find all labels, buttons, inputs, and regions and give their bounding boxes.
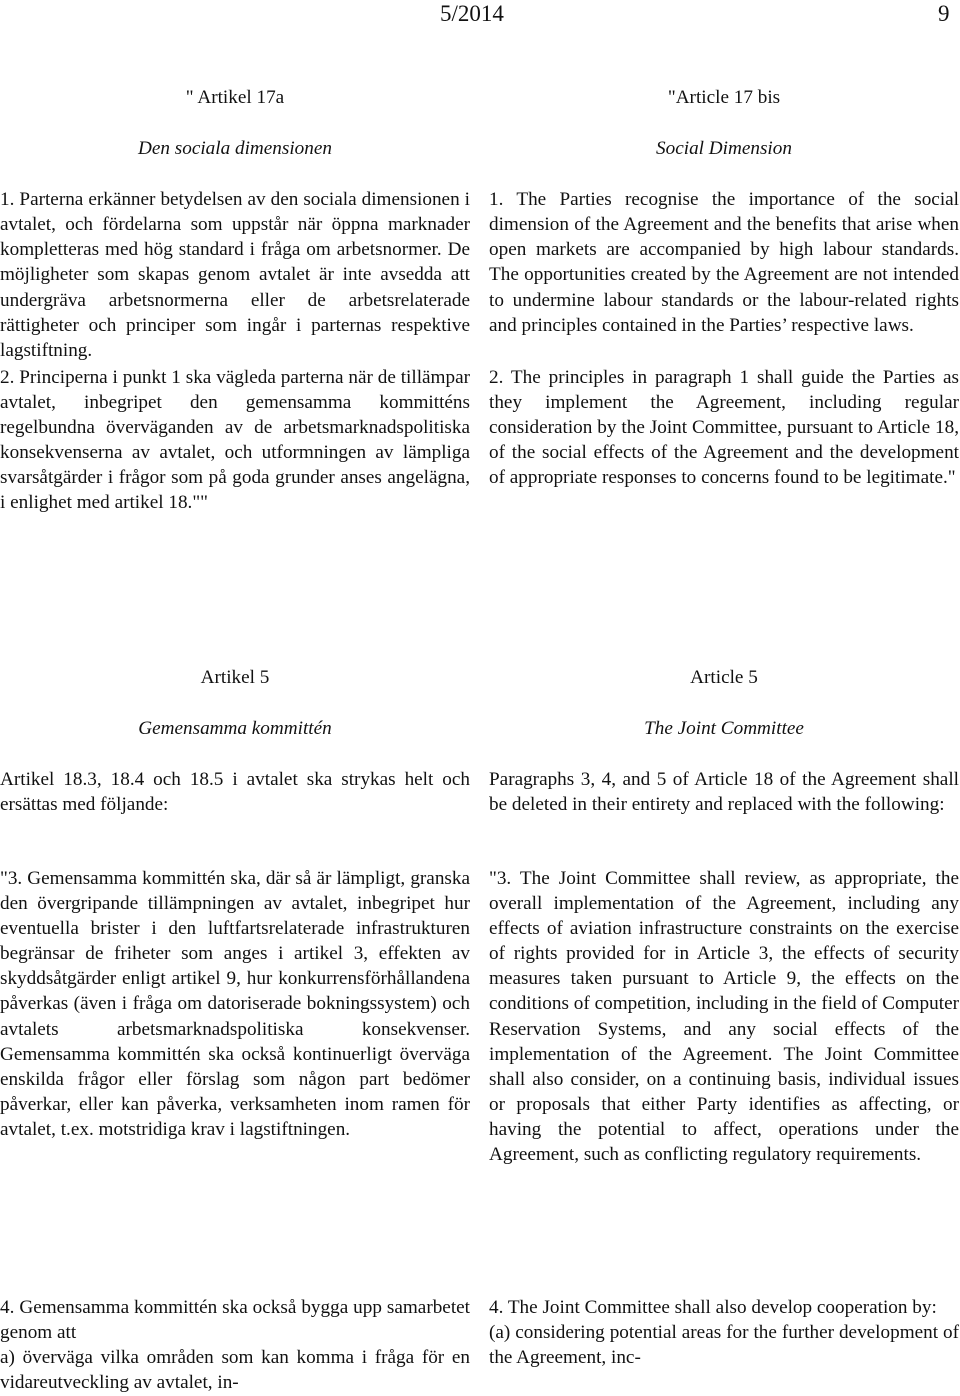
paragraph: 1. Parterna erkänner betydelsen av den sociala dimensionen i avtalet, och fördelarna som uppstår när öppna marknader kompletteras med hög standard i fråga om arbetsnormer. De möjligheter som skapas genom avtalet är inte avsedda att undergräva arbetsnormerna eller de arbetsrelaterade rättigheter och principer som ingår i parternas respektive lagstiftning. [0,189,470,361]
paragraph: Paragraphs 3, 4, and 5 of Article 18 of the Agreement shall be deleted in their entirety and replaced with the following: [489,769,959,816]
paragraph: 2. The principles in paragraph 1 shall guide the Parties as they implement the Agreement, including regular consideration by the Joint Committee, pursuant to Article 18, of the social effects of the Agreement and the development of appropriate responses to concerns found to be legitimate." [489,366,959,489]
swedish-paragraph-3 [0,866,470,1142]
list-item: (a) considering potential areas for the further development of the Agreement, inc- [489,1322,959,1369]
swedish-paragraph-4 [0,1295,470,1395]
list-item: a) överväga vilka områden som kan komma i fråga för en vidareutveckling av avtalet, in- [0,1347,470,1394]
english-article-17-bis-section [489,85,959,490]
swedish-article-5-section [0,665,470,817]
article-subheading: Gemensamma kommittén [138,718,332,740]
page-number: 9 [938,1,950,26]
swedish-article-17a-section [0,85,470,515]
paragraph: 2. Principerna i punkt 1 ska vägleda parterna när de tillämpar avtalet, inbegripet den gemensamma kommitténs regelbundna överväganden av de arbetsmarknadspolitiska konsekvenserna av avtalet, och utformningen av lämpliga svarsåtgärder i frågor som på goda grunder anses angelägna, i enlighet med artikel 18."" [0,366,470,514]
paragraph: 4. Gemensamma kommittén ska också bygga upp samarbetet genom att [0,1297,470,1344]
english-paragraph-3 [489,866,959,1167]
article-subheading: Den sociala dimensionen [138,138,332,160]
article-subheading: The Joint Committee [644,718,804,740]
english-article-5-section [489,665,959,817]
page-issue-number: 5/2014 [440,1,504,26]
article-heading: Article 5 [690,667,758,688]
paragraph: "3. Gemensamma kommittén ska, där så är lämpligt, granska den övergripande tillämpningen av avtalet, inbegripet hur eventuella brister i den luftfartsrelaterade infrastrukturen begränsar de friheter som anges i artikel 3, effekten av skyddsåtgärder enligt artikel 9, hur konkurrensförhållandena påverkas (även i fråga om datoriserade bokningssystem) och avtalets arbetsmarknadspolitiska konsekvenser. Gemensamma kommittén ska också kontinuerligt överväga enskilda frågor eller förslag som någon part bedömer påverkar, eller kan påverka, verksamheten inom ramen för avtalet, t.ex. motstridiga krav i lagstiftningen. [0,868,470,1140]
english-paragraph-4 [489,1295,959,1370]
paragraph: "3. The Joint Committee shall review, as appropriate, the overall implementation of the Agreement, including any effects of aviation infrastructure constraints on the exercise of rights provided for in Article 3, the effects of security measures taken pursuant to Article 9, the effects on the conditions of competition, including in the field of Computer Reservation Systems, and any social effects of the implementation of the Agreement. The Joint Committee shall also consider, on a continuing basis, individual issues or proposals that either Party identifies as affecting, or having the potential to affect, operations under the Agreement, such as conflicting regulatory requirements. [489,868,959,1166]
article-subheading: Social Dimension [656,138,792,160]
article-heading: " Artikel 17a [185,87,285,108]
paragraph: Artikel 18.3, 18.4 och 18.5 i avtalet ska strykas helt och ersättas med följande: [0,769,470,816]
article-heading: Artikel 5 [200,667,270,688]
paragraph: 4. The Joint Committee shall also develop cooperation by: [489,1297,937,1318]
paragraph: 1. The Parties recognise the importance of the social dimension of the Agreement and the benefits that arise when open markets are accompanied by high labour standards. The opportunities created by the Agreement are not intended to undermine labour standards or the labour-related rights and principles contained in the Parties’ respective laws. [489,189,959,336]
article-heading: "Article 17 bis [667,87,781,108]
